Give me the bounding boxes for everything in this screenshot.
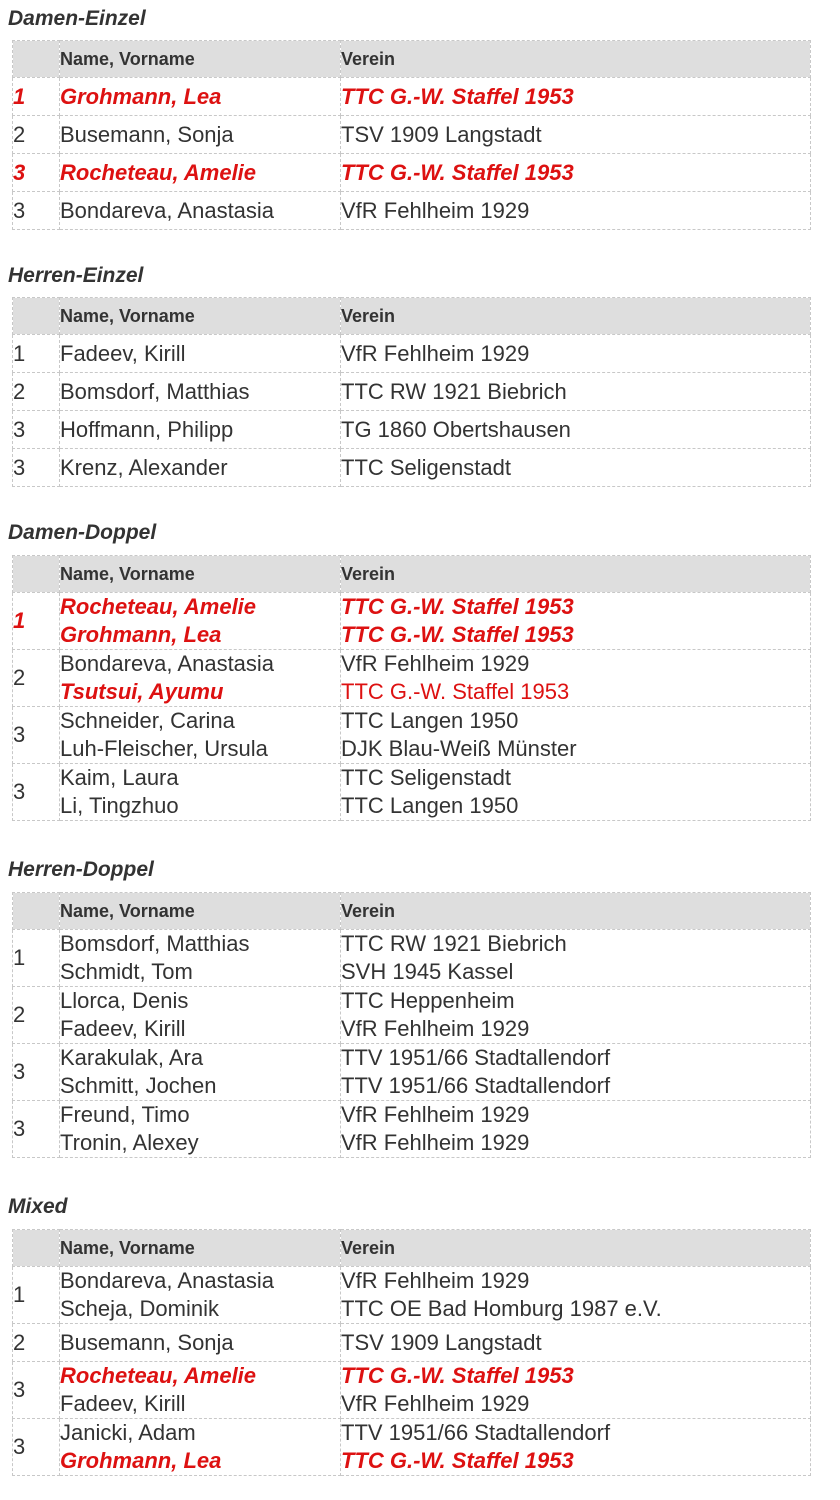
club-name: VfR Fehlheim 1929 (341, 1391, 530, 1416)
header-rank (13, 298, 60, 335)
player-name: Karakulak, Ara (60, 1045, 204, 1070)
club-name: VfR Fehlheim 1929 (341, 651, 530, 676)
player-name: Bomsdorf, Matthias (60, 931, 250, 956)
player-name: Fadeev, Kirill (60, 340, 186, 366)
player-name: Schmidt, Tom (60, 959, 193, 984)
club-name: TTC G.-W. Staffel 1953 (341, 622, 574, 647)
player-name: Grohmann, Lea (60, 622, 222, 647)
club-cell (341, 192, 811, 230)
results-table-herren-doppel (12, 892, 811, 1158)
club-cell (341, 764, 811, 821)
player-name: Luh-Fleischer, Ursula (60, 736, 268, 761)
player-name: Fadeev, Kirill (60, 1016, 186, 1041)
table-row (13, 373, 811, 411)
club-name: TTV 1951/66 Stadtallendorf (341, 1073, 611, 1098)
rank-cell: 3 (13, 764, 60, 821)
name-cell (60, 411, 341, 449)
name-cell (60, 78, 341, 116)
player-name: Schneider, Carina (60, 708, 235, 733)
player-name: Rocheteau, Amelie (60, 159, 257, 185)
player-name: Busemann, Sonja (60, 121, 234, 147)
rank-cell: 3 (13, 1044, 60, 1101)
club-name: TSV 1909 Langstadt (341, 1329, 542, 1355)
rank-cell: 2 (13, 987, 60, 1044)
table-row (13, 764, 811, 821)
header-club: Verein (341, 893, 811, 930)
table-row (13, 335, 811, 373)
club-name: TSV 1909 Langstadt (341, 121, 542, 147)
table-row (13, 593, 811, 650)
header-club: Verein (341, 1230, 811, 1267)
player-name: Janicki, Adam (60, 1420, 196, 1445)
table-row (13, 154, 811, 192)
name-cell (60, 1324, 341, 1362)
club-name: VfR Fehlheim 1929 (341, 340, 530, 366)
club-cell (341, 1044, 811, 1101)
table-row (13, 78, 811, 116)
player-name: Tsutsui, Ayumu (60, 679, 224, 704)
club-cell (341, 335, 811, 373)
header-club: Verein (341, 41, 811, 78)
header-rank (13, 41, 60, 78)
name-cell (60, 192, 341, 230)
club-name: VfR Fehlheim 1929 (341, 1102, 530, 1127)
club-name: TTC OE Bad Homburg 1987 e.V. (341, 1296, 662, 1321)
player-name: Grohmann, Lea (60, 1448, 222, 1473)
club-cell (341, 1362, 811, 1419)
table-row (13, 707, 811, 764)
name-cell (60, 930, 341, 987)
player-name: Schmitt, Jochen (60, 1073, 217, 1098)
player-name: Busemann, Sonja (60, 1329, 234, 1355)
player-name: Krenz, Alexander (60, 454, 228, 480)
club-cell (341, 116, 811, 154)
table-row (13, 1101, 811, 1158)
name-cell (60, 593, 341, 650)
header-name: Name, Vorname (60, 1230, 341, 1267)
player-name: Bondareva, Anastasia (60, 1268, 275, 1293)
header-name: Name, Vorname (60, 41, 341, 78)
rank-cell: 3 (13, 154, 60, 192)
rank-cell: 3 (13, 449, 60, 487)
club-name: TTC G.-W. Staffel 1953 (341, 1363, 574, 1388)
club-name: TTC RW 1921 Biebrich (341, 378, 567, 404)
name-cell (60, 449, 341, 487)
club-cell (341, 154, 811, 192)
club-cell (341, 373, 811, 411)
table-row (13, 192, 811, 230)
club-name: VfR Fehlheim 1929 (341, 1130, 530, 1155)
player-name: Bondareva, Anastasia (60, 197, 275, 223)
player-name: Scheja, Dominik (60, 1296, 219, 1321)
table-row (13, 116, 811, 154)
club-cell (341, 1419, 811, 1476)
club-name: VfR Fehlheim 1929 (341, 1016, 530, 1041)
club-name: TTC G.-W. Staffel 1953 (341, 159, 574, 185)
club-cell (341, 1101, 811, 1158)
club-name: TTC G.-W. Staffel 1953 (341, 679, 570, 704)
rank-cell: 1 (13, 1267, 60, 1324)
player-name: Bomsdorf, Matthias (60, 378, 250, 404)
table-row (13, 1324, 811, 1362)
player-name: Grohmann, Lea (60, 83, 222, 109)
club-name: TTC Seligenstadt (341, 454, 511, 480)
name-cell (60, 154, 341, 192)
rank-cell: 3 (13, 1101, 60, 1158)
player-name: Li, Tingzhuo (60, 793, 179, 818)
header-rank (13, 893, 60, 930)
name-cell (60, 1044, 341, 1101)
club-cell (341, 593, 811, 650)
name-cell (60, 987, 341, 1044)
club-name: VfR Fehlheim 1929 (341, 197, 530, 223)
results-table-damen-doppel (12, 555, 811, 821)
section-title-damen-doppel: Damen-Doppel (8, 521, 157, 544)
section-title-mixed: Mixed (8, 1195, 68, 1218)
club-cell (341, 987, 811, 1044)
rank-cell: 1 (13, 593, 60, 650)
player-name: Hoffmann, Philipp (60, 416, 234, 442)
rank-cell: 2 (13, 373, 60, 411)
section-title-damen-einzel: Damen-Einzel (8, 7, 146, 30)
table-row (13, 930, 811, 987)
rank-cell: 2 (13, 650, 60, 707)
table-row (13, 449, 811, 487)
club-cell (341, 650, 811, 707)
club-name: TTC Seligenstadt (341, 765, 511, 790)
header-rank (13, 1230, 60, 1267)
name-cell (60, 116, 341, 154)
name-cell (60, 1101, 341, 1158)
rank-cell: 1 (13, 335, 60, 373)
rank-cell: 2 (13, 1324, 60, 1362)
name-cell (60, 1267, 341, 1324)
results-table-herren-einzel (12, 297, 811, 487)
results-table-mixed (12, 1229, 811, 1476)
club-name: TTV 1951/66 Stadtallendorf (341, 1420, 611, 1445)
player-name: Tronin, Alexey (60, 1130, 199, 1155)
results-table-damen-einzel (12, 40, 811, 230)
club-name: SVH 1945 Kassel (341, 959, 514, 984)
rank-cell: 3 (13, 411, 60, 449)
player-name: Llorca, Denis (60, 988, 189, 1013)
club-name: DJK Blau-Weiß Münster (341, 736, 577, 761)
club-name: VfR Fehlheim 1929 (341, 1268, 530, 1293)
header-name: Name, Vorname (60, 298, 341, 335)
header-rank (13, 556, 60, 593)
player-name: Rocheteau, Amelie (60, 594, 257, 619)
table-row (13, 650, 811, 707)
club-name: TTC Heppenheim (341, 988, 515, 1013)
player-name: Fadeev, Kirill (60, 1391, 186, 1416)
table-row (13, 411, 811, 449)
club-cell (341, 449, 811, 487)
club-cell (341, 1324, 811, 1362)
header-name: Name, Vorname (60, 556, 341, 593)
club-cell (341, 1267, 811, 1324)
name-cell (60, 335, 341, 373)
name-cell (60, 650, 341, 707)
club-name: TTC G.-W. Staffel 1953 (341, 594, 574, 619)
rank-cell: 3 (13, 707, 60, 764)
club-name: TG 1860 Obertshausen (341, 416, 571, 442)
table-row (13, 1419, 811, 1476)
club-name: TTC Langen 1950 (341, 793, 519, 818)
rank-cell: 3 (13, 192, 60, 230)
club-cell (341, 78, 811, 116)
rank-cell: 1 (13, 78, 60, 116)
player-name: Kaim, Laura (60, 765, 179, 790)
table-row (13, 1362, 811, 1419)
player-name: Bondareva, Anastasia (60, 651, 275, 676)
table-row (13, 1044, 811, 1101)
name-cell (60, 373, 341, 411)
name-cell (60, 1362, 341, 1419)
table-row (13, 987, 811, 1044)
player-name: Freund, Timo (60, 1102, 190, 1127)
header-club: Verein (341, 298, 811, 335)
rank-cell: 3 (13, 1419, 60, 1476)
rank-cell: 3 (13, 1362, 60, 1419)
name-cell (60, 764, 341, 821)
club-name: TTC RW 1921 Biebrich (341, 931, 567, 956)
section-title-herren-doppel: Herren-Doppel (8, 858, 154, 881)
rank-cell: 1 (13, 930, 60, 987)
club-name: TTC G.-W. Staffel 1953 (341, 83, 574, 109)
name-cell (60, 1419, 341, 1476)
club-name: TTC Langen 1950 (341, 708, 519, 733)
name-cell (60, 707, 341, 764)
player-name: Rocheteau, Amelie (60, 1363, 257, 1388)
club-name: TTC G.-W. Staffel 1953 (341, 1448, 574, 1473)
header-name: Name, Vorname (60, 893, 341, 930)
rank-cell: 2 (13, 116, 60, 154)
section-title-herren-einzel: Herren-Einzel (8, 264, 144, 287)
club-name: TTV 1951/66 Stadtallendorf (341, 1045, 611, 1070)
club-cell (341, 707, 811, 764)
club-cell (341, 411, 811, 449)
header-club: Verein (341, 556, 811, 593)
table-row (13, 1267, 811, 1324)
club-cell (341, 930, 811, 987)
